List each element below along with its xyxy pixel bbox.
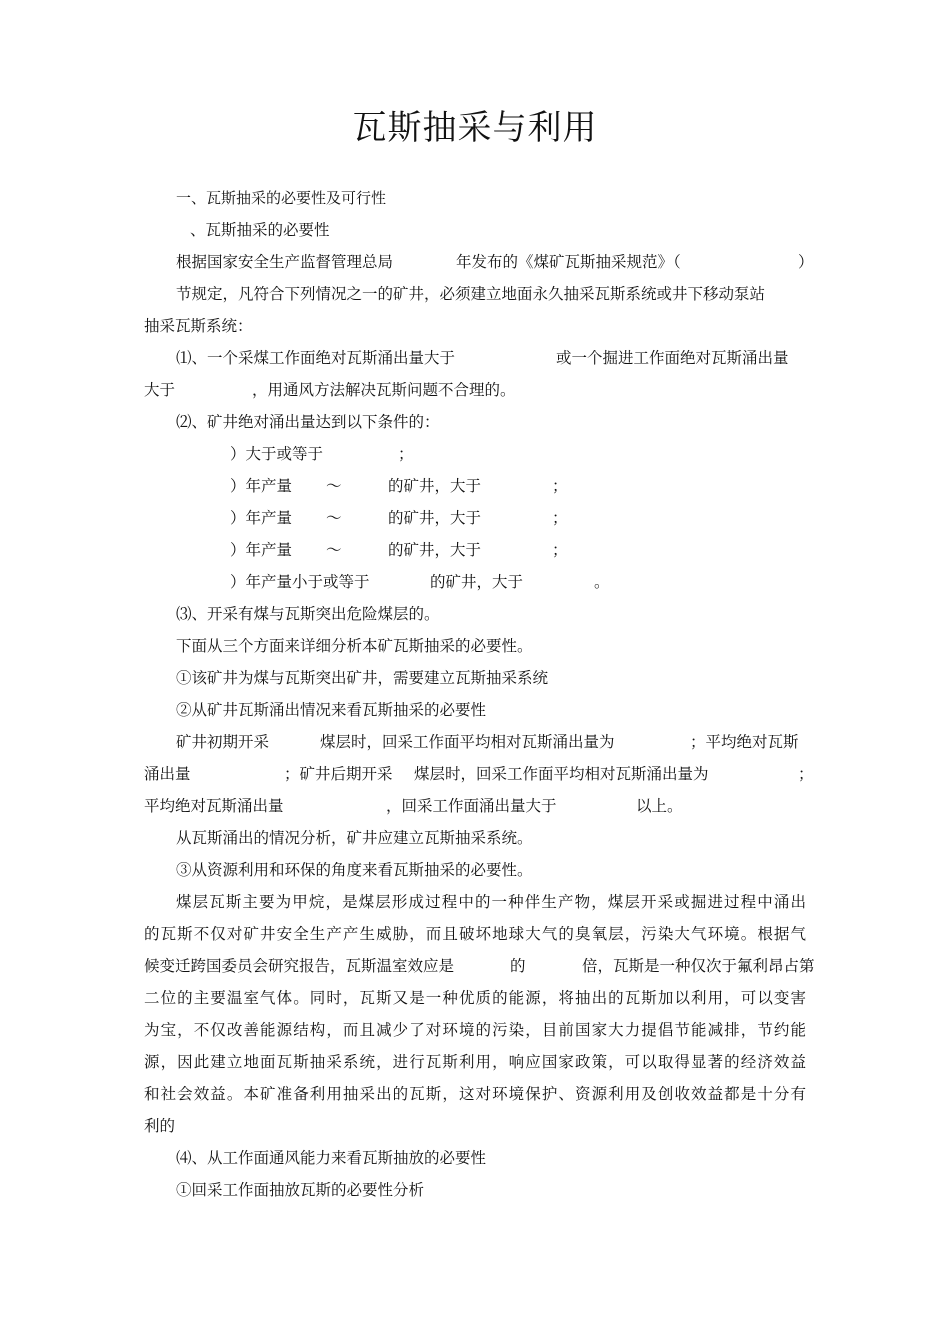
paragraph-line: 二位的主要温室气体。同时，瓦斯又是一种优质的能源，将抽出的瓦斯加以利用，可以变害	[144, 989, 806, 1007]
text-segment: ；	[398, 445, 414, 463]
text-segment: 或一个掘进工作面绝对瓦斯涌出量	[556, 349, 789, 367]
text-segment: 的矿井，大于	[388, 477, 482, 495]
text-segment: 候变迁跨国委员会研究报告，瓦斯温室效应是	[144, 957, 455, 975]
text-segment: 的	[510, 957, 526, 975]
text-segment: ）	[798, 253, 814, 271]
text-segment: 煤层时，回采工作面平均相对瓦斯涌出量为	[320, 733, 615, 751]
text-segment: ，用通风方法解决瓦斯问题不合理的。	[252, 381, 516, 399]
list-item: ⑵、矿井绝对涌出量达到以下条件的：	[176, 413, 440, 431]
text-segment: 根据国家安全生产监督管理总局	[176, 253, 394, 271]
text-segment: 平均绝对瓦斯涌出量	[144, 797, 284, 815]
text-segment: ）年产量	[230, 509, 293, 527]
paragraph-line	[144, 956, 815, 976]
sub-list-item	[230, 572, 630, 592]
sub-list-item	[230, 540, 590, 560]
text-segment: 矿井初期开采	[176, 733, 270, 751]
text-segment: ）大于或等于	[230, 445, 324, 463]
text-segment: 。	[594, 573, 610, 591]
text-segment: ；	[798, 765, 814, 783]
paragraph-line: 和社会效益。本矿准备利用抽采出的瓦斯，这对环境保护、资源利用及创收效益都是十分有	[144, 1085, 806, 1103]
text-segment: ～	[326, 477, 342, 495]
paragraph-line: 下面从三个方面来详细分析本矿瓦斯抽采的必要性。	[176, 637, 533, 655]
paragraph-line	[176, 732, 812, 752]
text-segment: 以上。	[636, 797, 683, 815]
paragraph-line: 煤层瓦斯主要为甲烷，是煤层形成过程中的一种伴生产物，煤层开采或掘进过程中涌出	[176, 893, 806, 911]
text-segment: ；	[552, 477, 568, 495]
text-segment: ）年产量	[230, 541, 293, 559]
paragraph-line	[144, 764, 812, 784]
paragraph-line: 的瓦斯不仅对矿井安全生产产生威胁，而且破坏地球大气的臭氧层，污染大气环境。根据气	[144, 925, 806, 943]
section-heading: 一、瓦斯抽采的必要性及可行性	[176, 189, 387, 207]
text-segment: 大于	[144, 381, 176, 399]
text-segment: ；	[552, 509, 568, 527]
sub-list-item	[230, 508, 590, 528]
paragraph-line: 源，因此建立地面瓦斯抽采系统，进行瓦斯利用，响应国家政策，可以取得显著的经济效益	[144, 1053, 806, 1071]
circled-item: ①回采工作面抽放瓦斯的必要性分析	[176, 1181, 425, 1199]
text-segment: ）年产量	[230, 477, 293, 495]
circled-item: ③从资源利用和环保的角度来看瓦斯抽采的必要性。	[176, 861, 533, 879]
paragraph-line: 抽采瓦斯系统：	[144, 317, 253, 335]
text-segment: 的矿井，大于	[388, 509, 482, 527]
text-segment: ～	[326, 541, 342, 559]
text-segment: ⑴、一个采煤工作面绝对瓦斯涌出量大于	[176, 349, 456, 367]
list-item-continuation	[144, 380, 804, 400]
list-item: ⑶、开采有煤与瓦斯突出危险煤层的。	[176, 605, 440, 623]
text-segment: 的矿井，大于	[430, 573, 524, 591]
text-segment: 年发布的《煤矿瓦斯抽采规范》（	[456, 253, 681, 271]
list-item: ⑷、从工作面通风能力来看瓦斯抽放的必要性	[176, 1149, 487, 1167]
paragraph-line: 从瓦斯涌出的情况分析，矿井应建立瓦斯抽采系统。	[176, 829, 533, 847]
paragraph-line: 为宝，不仅改善能源结构，而且减少了对环境的污染，目前国家大力提倡节能减排，节约能	[144, 1021, 806, 1039]
text-segment: 煤层时，回采工作面平均相对瓦斯涌出量为	[414, 765, 709, 783]
text-segment: ，回采工作面涌出量大于	[386, 797, 557, 815]
text-segment: ；	[552, 541, 568, 559]
text-segment: 倍，瓦斯是一种仅次于氟利昂占第	[582, 957, 815, 975]
circled-item: ②从矿井瓦斯涌出情况来看瓦斯抽采的必要性	[176, 701, 487, 719]
text-segment: ～	[326, 509, 342, 527]
text-segment: 涌出量	[144, 765, 191, 783]
sub-list-item	[230, 444, 590, 464]
document-title: 瓦斯抽采与利用	[352, 108, 598, 148]
list-item	[176, 348, 812, 368]
text-segment: ）年产量小于或等于	[230, 573, 370, 591]
paragraph-line	[176, 252, 812, 272]
sub-list-item	[230, 476, 590, 496]
text-segment: ；平均绝对瓦斯	[690, 733, 799, 751]
text-segment: ；矿井后期开采	[284, 765, 393, 783]
paragraph-line	[144, 796, 812, 816]
circled-item: ①该矿井为煤与瓦斯突出矿井，需要建立瓦斯抽采系统	[176, 669, 549, 687]
subsection-heading: 、瓦斯抽采的必要性	[190, 221, 330, 239]
text-segment: 的矿井，大于	[388, 541, 482, 559]
paragraph-line: 利的	[144, 1117, 176, 1135]
paragraph-line: 节规定，凡符合下列情况之一的矿井，必须建立地面永久抽采瓦斯系统或井下移动泵站	[176, 285, 766, 303]
